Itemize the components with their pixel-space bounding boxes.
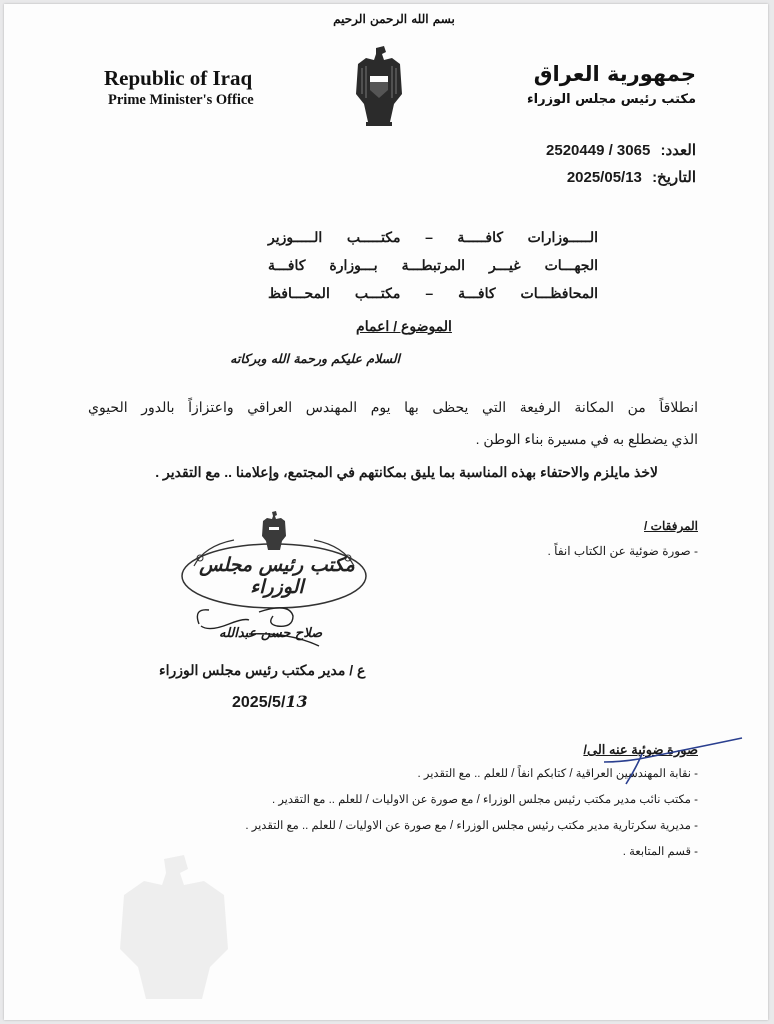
addressee-line: الـــــوزارات كافـــــة – مكتـــــب الـــــوزير (268, 229, 598, 245)
reference-number-value: 2520449 / 3065 (546, 142, 651, 159)
reference-date-label: التاريخ: (652, 169, 696, 186)
attachments-label: المرفقات / (644, 519, 698, 533)
english-title: Republic of Iraq (104, 66, 253, 90)
copy-recipient: - مديرية سكرتارية مدير مكتب رئيس مجلس الوزراء / مع صورة عن الاوليات / للعلم .. مع التقدير . (245, 820, 698, 832)
reference-date-value: 2025/05/13 (566, 169, 642, 186)
signer-name: صلاح حسن عبدالله (219, 626, 323, 641)
signer-title: ع / مدير مكتب رئيس مجلس الوزراء (159, 662, 366, 678)
signature-date-handwritten: 13 (285, 692, 308, 711)
basmala: بسم الله الرحمن الرحيم (333, 12, 455, 26)
reference-number (546, 141, 696, 159)
copy-recipient: - قسم المتابعة . (622, 846, 698, 858)
english-subtitle: Prime Minister's Office (108, 92, 254, 108)
reference-date (567, 168, 696, 186)
attachment-item: - صورة ضوئية عن الكتاب انفاً . (547, 544, 698, 558)
copies-label: صورة ضوئية عنه الى/ (583, 742, 698, 757)
body-paragraph: انطلاقاً من المكانة الرفيعة التي يحظى بها يوم المهندس العراقي واعتزازاً بالدور الحيوي (88, 399, 698, 415)
copy-recipient: - مكتب نائب مدير مكتب رئيس مجلس الوزراء / مع صورة عن الاوليات / للعلم .. مع التقدير . (271, 794, 698, 806)
copy-recipient: - نقابة المهندسين العراقية / كتابكم انفاً / للعلم .. مع التقدير . (417, 768, 698, 780)
signature-date-printed: 2025/5/ (232, 694, 286, 711)
addressee-line: الجهـــات غيـــر المرتبطـــة بـــوزارة كافـــة (268, 257, 598, 273)
arabic-subtitle: مكتب رئيس مجلس الوزراء (527, 92, 696, 107)
body-paragraph: الذي يضطلع به في مسيرة بناء الوطن . (475, 431, 698, 447)
pen-mark-icon (564, 732, 754, 792)
greeting: السلام عليكم ورحمة الله وبركاته (230, 351, 400, 366)
addressee-line: المحافظـــات كافـــة – مكتـــب المحـــافظ (268, 285, 598, 301)
subject-line: الموضوع / اعمام (356, 318, 452, 334)
eagle-emblem-icon (354, 44, 404, 132)
body-request: لاخذ مايلزم والاحتفاء بهذه المناسبة بما يليق بمكانتهم في المجتمع، وإعلامنا .. مع التقدير . (155, 464, 658, 480)
document-page (4, 4, 768, 1020)
faded-emblem-watermark-icon (114, 849, 234, 1009)
stamp-text: مكتب رئيس مجلس الوزراء (199, 554, 355, 598)
arabic-title: جمهورية العراق (533, 62, 696, 86)
signature-date (232, 692, 308, 712)
reference-number-label: العدد: (660, 142, 696, 159)
